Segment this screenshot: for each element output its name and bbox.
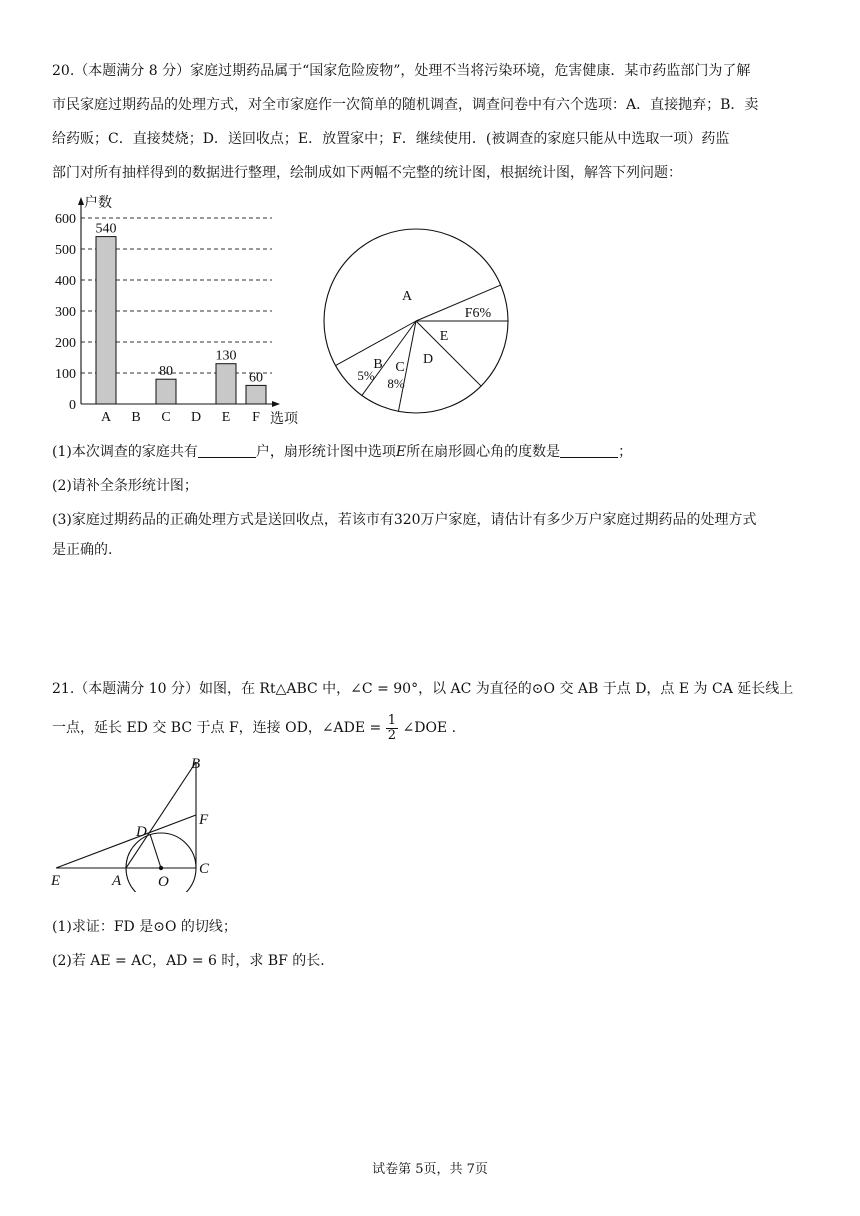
fraction-numerator: 1: [387, 712, 397, 728]
q21-line2-b: ∠DOE .: [402, 720, 457, 736]
pie-chart: [320, 222, 520, 422]
bar-value-label: 80: [159, 364, 173, 380]
x-axis-arrow: [272, 401, 280, 407]
pie-label-a: A: [401, 289, 413, 304]
q20-line: 给药贩；C．直接焚烧；D．送回收点；E．放置家中；F．继续使用．(被调查的家庭只能从中选取一项）药监: [52, 131, 730, 147]
x-axis-label: 选项: [270, 412, 298, 427]
pie-percent-c: 8%: [387, 376, 405, 391]
pie-label-f: F6%: [464, 306, 492, 321]
fraction-denominator: 2: [387, 727, 397, 743]
label-b: B: [191, 756, 201, 772]
segment-od: [150, 834, 161, 868]
label-c: C: [199, 861, 210, 877]
bar-value-label: 60: [249, 370, 263, 386]
x-tick-label: A: [100, 410, 112, 425]
q20-sub1-d: ；: [618, 444, 633, 460]
q20-line: 市民家庭过期药品的处理方式，对全市家庭作一次简单的随机调查，调查问卷中有六个选项：A．直接抛弃；B．卖: [52, 97, 759, 113]
pie-label-e: E: [439, 329, 449, 344]
q20-sub1-var: E: [395, 444, 407, 460]
label-e: E: [51, 873, 61, 889]
y-tick-label: 600: [55, 212, 76, 227]
bar-e: [216, 364, 236, 404]
q20-sub2: (2)请补全条形统计图；: [52, 478, 198, 494]
q20-line: 部门对所有抽样得到的数据进行整理，绘制成如下两幅不完整的统计图，根据统计图，解答下列问题：: [52, 165, 682, 181]
x-tick-label: B: [131, 410, 141, 425]
y-axis-label: 户数: [84, 196, 112, 211]
page-footer: 试卷第 5页，共 7页: [372, 1162, 488, 1177]
pie-label-d: D: [422, 352, 434, 367]
q21-sub2: (2)若 AE = AC，AD = 6 时，求 BF 的长.: [52, 953, 325, 969]
x-tick-label: D: [190, 410, 202, 425]
label-o: O: [158, 874, 169, 890]
x-tick-label: E: [221, 410, 231, 425]
y-tick-label: 400: [55, 274, 76, 289]
pie-label-c: C: [395, 360, 405, 375]
q21-line1: 21.（本题满分 10 分）如图，在 Rt△ABC 中，∠C = 90°，以 AC 为直径的⊙O 交 AB 于点 D，点 E 为 CA 延长线上: [52, 681, 794, 697]
center-point-o: [159, 866, 163, 870]
q20-sub1-c: 所在扇形圆心角的度数是: [406, 444, 561, 460]
y-tick-label: 200: [55, 336, 76, 351]
geometry-diagram: [48, 752, 228, 892]
bar-c: [156, 379, 176, 404]
q20-sub3-line1: (3)家庭过期药品的正确处理方式是送回收点，若该市有320万户家庭，请估计有多少万户家庭过期药品的处理方式: [52, 512, 757, 528]
q20-line: 20.（本题满分 8 分）家庭过期药品属于“国家危险废物”，处理不当将污染环境，危害健康．某市药监部门为了解: [52, 63, 751, 79]
answer-blank[interactable]: [198, 441, 256, 458]
x-tick-label: C: [161, 410, 171, 425]
q20-text: [52, 54, 812, 190]
y-tick-label: 300: [55, 305, 76, 320]
q20-sub3-line2: 是正确的.: [52, 542, 113, 558]
y-tick-label: 100: [55, 367, 76, 382]
q20-sub1-a: (1)本次调查的家庭共有: [52, 444, 198, 460]
bar-a: [96, 237, 116, 404]
q20-sub1-b: 户，扇形统计图中选项: [255, 444, 396, 460]
bar-f: [246, 385, 266, 404]
label-d: D: [136, 824, 147, 840]
y-tick-label: 500: [55, 243, 76, 258]
q20-sub1: [52, 437, 812, 467]
q21-line2: [52, 708, 812, 748]
label-f: F: [199, 812, 209, 828]
segment-ef: [56, 815, 196, 868]
x-tick-label: F: [252, 410, 260, 425]
bar-value-label: 130: [215, 348, 237, 364]
segment-ab: [126, 762, 196, 868]
answer-blank[interactable]: [560, 441, 618, 458]
pie-percent-b: 5%: [357, 368, 375, 383]
fraction: [386, 714, 398, 743]
y-tick-label: 0: [69, 398, 76, 413]
bar-chart: [48, 192, 310, 428]
q21-line2-a: 一点，延长 ED 交 BC 于点 F，连接 OD，∠ADE =: [52, 720, 382, 736]
q20-sub3: [52, 505, 812, 565]
pie-label-b: B: [373, 357, 383, 372]
q21-sub1: (1)求证：FD 是⊙O 的切线；: [52, 919, 237, 935]
bar-value-label: 540: [95, 221, 117, 237]
label-a: A: [112, 873, 122, 889]
